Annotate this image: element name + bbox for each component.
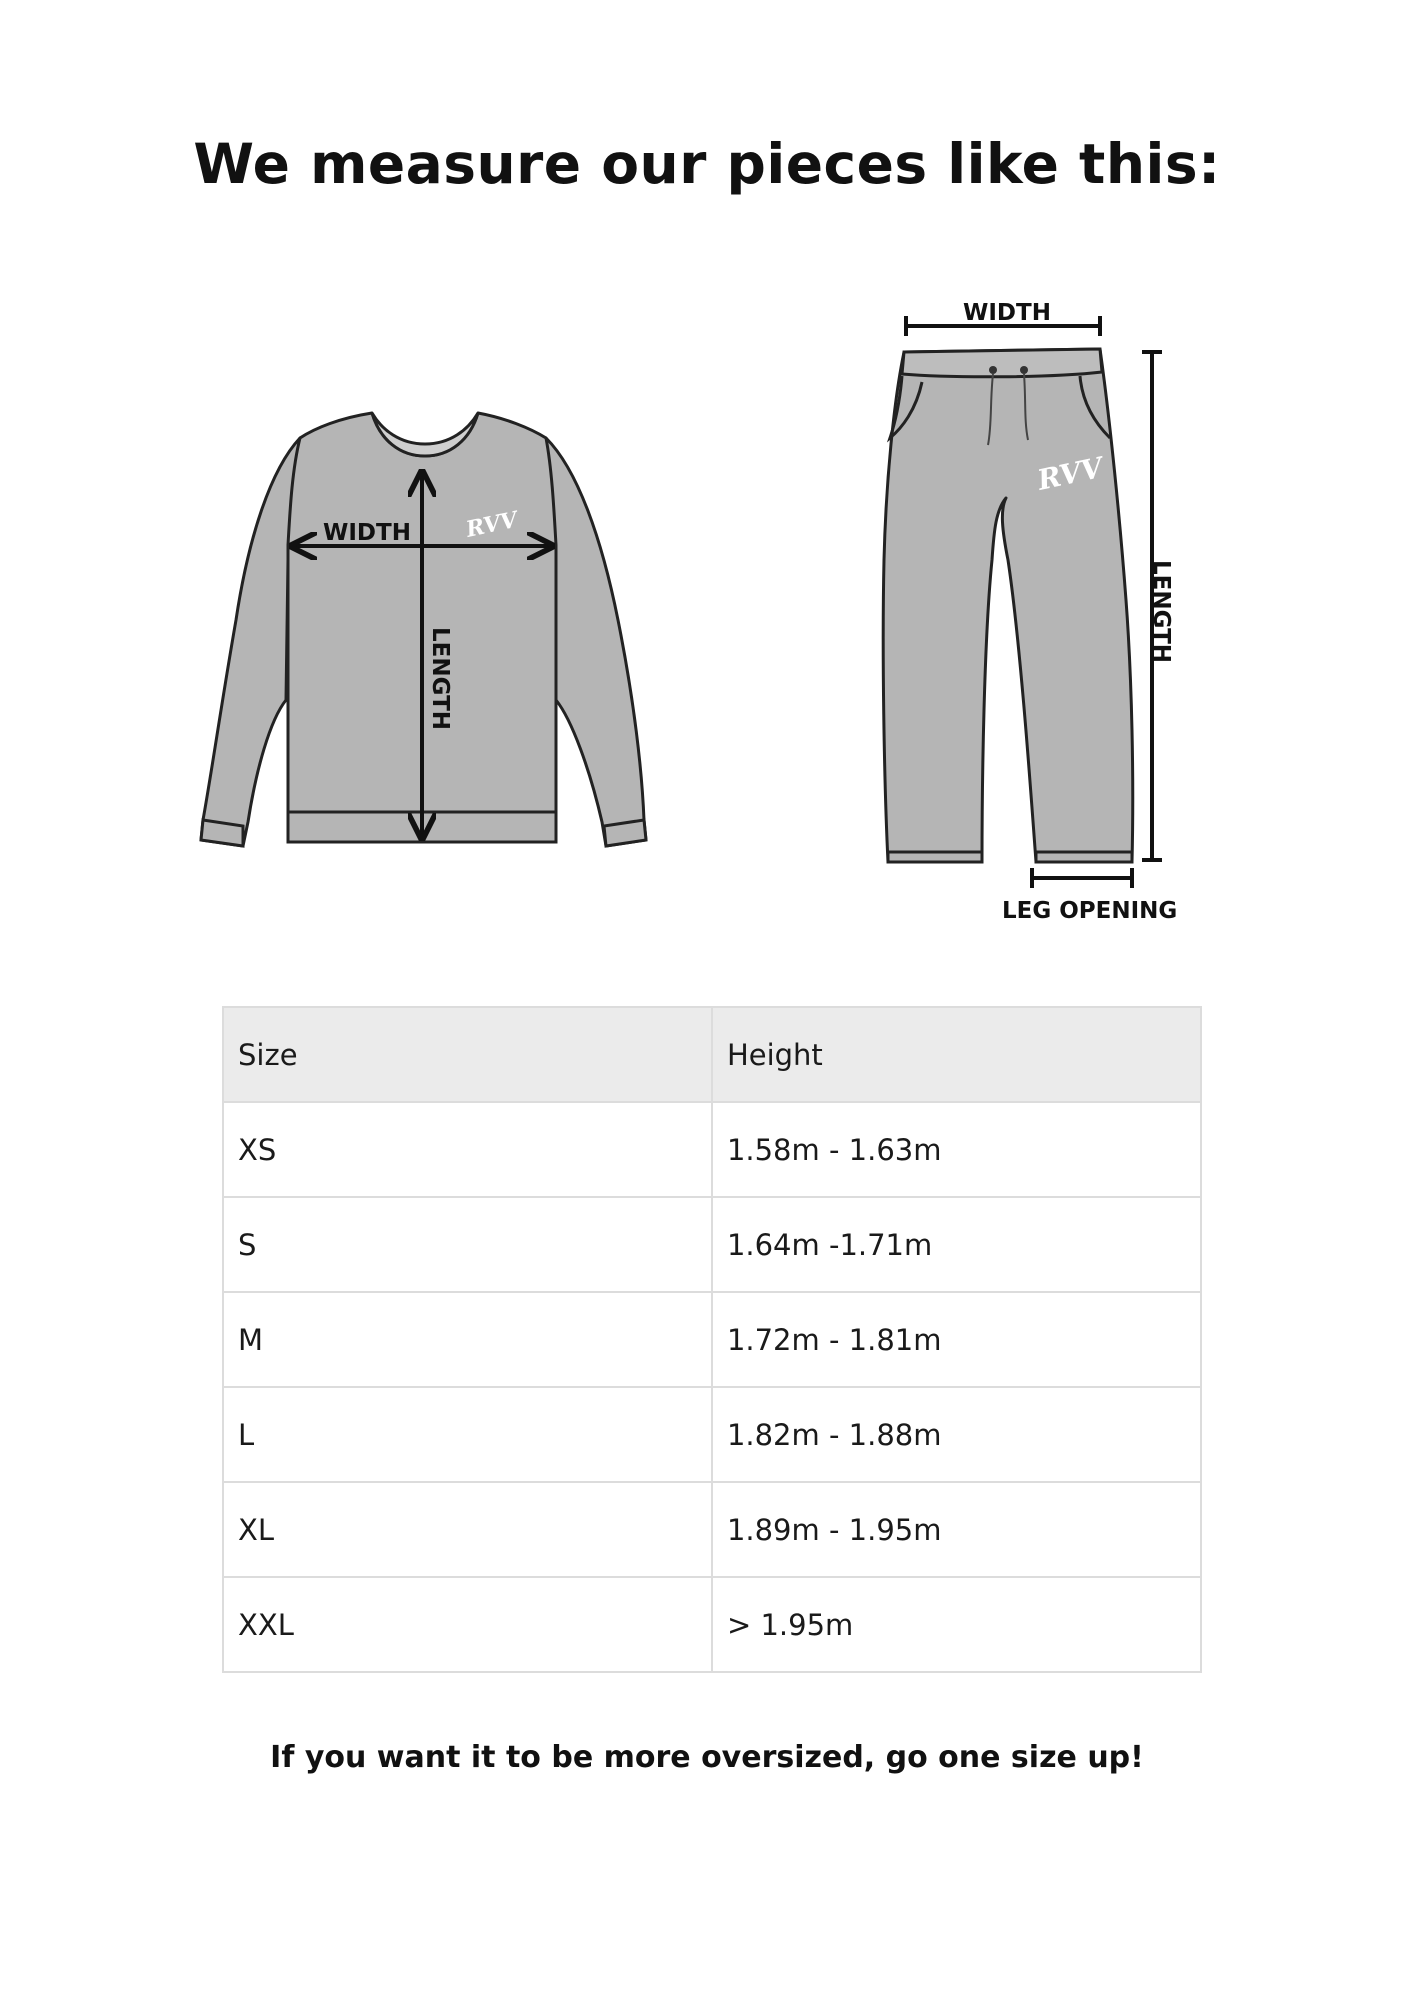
pants-width-label: WIDTH [963, 300, 1051, 326]
table-row [223, 1292, 1201, 1387]
pants-drawstring-eyelet-left [989, 366, 997, 374]
sweater-diagram [201, 413, 646, 846]
pants-waistband [902, 349, 1102, 377]
size-cell: XS [223, 1102, 712, 1197]
size-cell: L [223, 1387, 712, 1482]
size-cell: XL [223, 1482, 712, 1577]
pants-logo: RVV [1034, 450, 1106, 497]
height-cell: 1.64m -1.71m [712, 1197, 1201, 1292]
sweater-left-sleeve [201, 438, 300, 846]
height-cell: > 1.95m [712, 1577, 1201, 1672]
garment-illustrations [0, 0, 1414, 960]
pants-length-label: LENGTH [1148, 560, 1174, 664]
pants-left-cuff [888, 852, 982, 862]
size-cell: XXL [223, 1577, 712, 1672]
pants-leg-opening-label: LEG OPENING [1002, 898, 1178, 924]
sweater-left-cuff [201, 820, 243, 846]
table-row [223, 1102, 1201, 1197]
pants-body [883, 349, 1133, 862]
sweater-width-label: WIDTH [323, 520, 411, 546]
sweater-logo: RVV [463, 506, 520, 543]
size-cell: M [223, 1292, 712, 1387]
column-header-height: Height [712, 1007, 1201, 1102]
height-cell: 1.58m - 1.63m [712, 1102, 1201, 1197]
footer-note: If you want it to be more oversized, go one size up! [270, 1740, 1144, 1775]
size-cell: S [223, 1197, 712, 1292]
pants-drawstring-eyelet-right [1020, 366, 1028, 374]
size-chart-table [222, 1006, 1202, 1673]
height-cell: 1.89m - 1.95m [712, 1482, 1201, 1577]
height-cell: 1.72m - 1.81m [712, 1292, 1201, 1387]
pants-right-cuff [1036, 852, 1132, 862]
table-row [223, 1197, 1201, 1292]
sweater-length-label: LENGTH [427, 627, 453, 731]
page-title: We measure our pieces like this: [193, 132, 1221, 196]
table-row [223, 1387, 1201, 1482]
height-cell: 1.82m - 1.88m [712, 1387, 1201, 1482]
sweater-right-cuff [604, 820, 646, 846]
table-row [223, 1577, 1201, 1672]
column-header-size: Size [223, 1007, 712, 1102]
pants-diagram [883, 300, 1177, 924]
sweater-right-sleeve [546, 438, 646, 846]
table-header-row [223, 1007, 1201, 1102]
table-row [223, 1482, 1201, 1577]
